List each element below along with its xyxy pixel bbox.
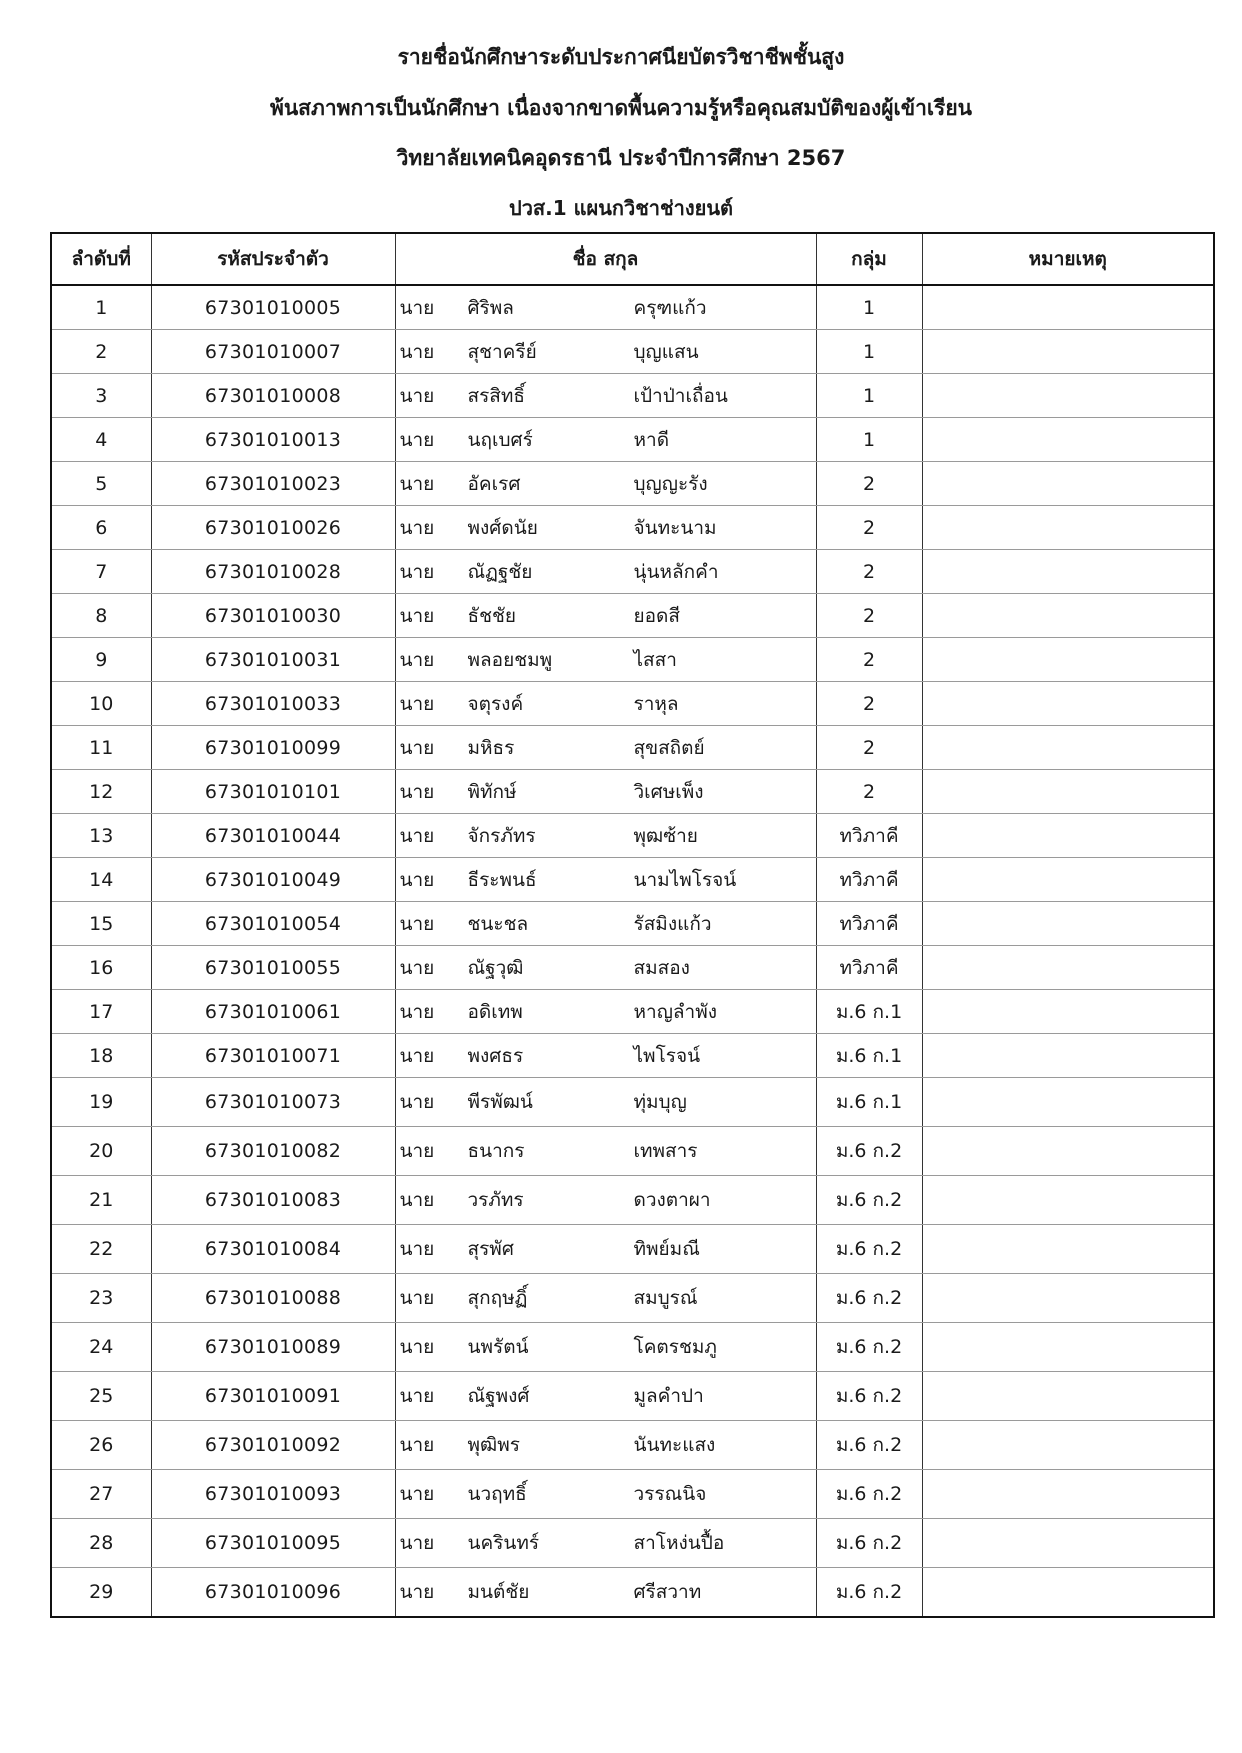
row-group: ม.6 ก.2	[816, 1470, 922, 1519]
row-prefix: นาย	[399, 1287, 435, 1309]
table-row	[51, 1176, 1214, 1225]
row-group: ม.6 ก.2	[816, 1421, 922, 1470]
column-header-group: กลุ่ม	[816, 233, 922, 285]
row-prefix: นาย	[399, 956, 435, 979]
table-row	[51, 1470, 1214, 1519]
row-first-name: ธนากร	[467, 1140, 525, 1162]
row-seq: 21	[51, 1176, 151, 1225]
row-remark	[922, 946, 1214, 990]
row-last-name: ศรีสวาท	[633, 1581, 702, 1603]
row-student-id: 67301010082	[151, 1127, 395, 1176]
row-group: ม.6 ก.2	[816, 1274, 922, 1323]
row-seq: 1	[51, 285, 151, 330]
row-first-name: พีรพัฒน์	[467, 1091, 533, 1113]
row-remark	[922, 418, 1214, 462]
table-row	[51, 1127, 1214, 1176]
row-first-name: นครินทร์	[467, 1532, 540, 1554]
row-first-name: ศิริพล	[467, 296, 514, 319]
row-last-name: ครุฑแก้ว	[633, 296, 707, 319]
row-prefix: นาย	[399, 384, 435, 407]
column-header-name: ชื่อ สกุล	[395, 233, 816, 285]
row-remark	[922, 462, 1214, 506]
student-roster-table	[50, 232, 1215, 1618]
row-prefix: นาย	[399, 1189, 435, 1211]
row-student-id: 67301010023	[151, 462, 395, 506]
table-row	[51, 1274, 1214, 1323]
row-remark	[922, 1519, 1214, 1568]
document-title-line-4: ปวส.1 แผนกวิชาช่างยนต์	[509, 196, 733, 220]
row-full-name	[395, 814, 816, 858]
row-full-name	[395, 1127, 816, 1176]
row-group: ทวิภาคี	[816, 946, 922, 990]
row-prefix: นาย	[399, 868, 435, 891]
row-full-name	[395, 374, 816, 418]
row-student-id: 67301010026	[151, 506, 395, 550]
column-header-id: รหัสประจำตัว	[151, 233, 395, 285]
table-row	[51, 1225, 1214, 1274]
row-prefix: นาย	[399, 1385, 435, 1407]
row-full-name	[395, 285, 816, 330]
table-row	[51, 990, 1214, 1034]
row-seq: 7	[51, 550, 151, 594]
row-student-id: 67301010089	[151, 1323, 395, 1372]
row-last-name: สุขสถิตย์	[633, 736, 705, 759]
row-first-name: ณัฐวุฒิ	[467, 956, 524, 979]
table-row	[51, 330, 1214, 374]
row-prefix: นาย	[399, 1140, 435, 1162]
row-seq: 10	[51, 682, 151, 726]
row-last-name: ราหุล	[633, 692, 679, 715]
document-title-line-3: วิทยาลัยเทคนิคอุดรธานี ประจำปีการศึกษา 2567	[396, 146, 846, 170]
row-prefix: นาย	[399, 824, 435, 847]
row-first-name: จตุรงค์	[467, 692, 524, 715]
row-prefix: นาย	[399, 560, 435, 583]
row-remark	[922, 814, 1214, 858]
row-student-id: 67301010044	[151, 814, 395, 858]
row-remark	[922, 902, 1214, 946]
row-remark	[922, 638, 1214, 682]
row-group: ม.6 ก.1	[816, 990, 922, 1034]
table-row	[51, 1568, 1214, 1618]
table-row	[51, 770, 1214, 814]
row-student-id: 67301010084	[151, 1225, 395, 1274]
row-first-name: ณัฏฐชัย	[467, 560, 533, 583]
table-row	[51, 506, 1214, 550]
table-row	[51, 1421, 1214, 1470]
row-seq: 16	[51, 946, 151, 990]
row-group: ทวิภาคี	[816, 814, 922, 858]
row-student-id: 67301010092	[151, 1421, 395, 1470]
row-group: ม.6 ก.1	[816, 1078, 922, 1127]
row-last-name: นันทะแสง	[633, 1434, 716, 1456]
row-full-name	[395, 858, 816, 902]
row-seq: 9	[51, 638, 151, 682]
row-last-name: ไสสา	[633, 648, 677, 671]
row-last-name: ดวงตาผา	[633, 1189, 711, 1211]
row-group: 1	[816, 330, 922, 374]
row-first-name: พลอยชมพู	[467, 648, 553, 671]
row-first-name: พิทักษ์	[467, 780, 517, 803]
row-remark	[922, 1372, 1214, 1421]
row-group: ทวิภาคี	[816, 858, 922, 902]
row-first-name: อดิเทพ	[467, 1000, 523, 1023]
row-group: 1	[816, 418, 922, 462]
row-full-name	[395, 946, 816, 990]
row-seq: 13	[51, 814, 151, 858]
row-prefix: นาย	[399, 340, 435, 363]
row-seq: 26	[51, 1421, 151, 1470]
table-row	[51, 946, 1214, 990]
row-first-name: สุรพัศ	[467, 1238, 514, 1260]
row-remark	[922, 1127, 1214, 1176]
row-seq: 29	[51, 1568, 151, 1618]
row-last-name: ทิพย์มณี	[633, 1238, 700, 1260]
row-group: ม.6 ก.2	[816, 1519, 922, 1568]
row-full-name	[395, 1034, 816, 1078]
row-first-name: อัคเรศ	[467, 472, 521, 495]
row-first-name: สุกฤษฏิ์	[467, 1287, 528, 1309]
row-last-name: หาญลำพัง	[633, 1000, 717, 1023]
table-row	[51, 285, 1214, 330]
document-title-line-2: พ้นสภาพการเป็นนักศึกษา เนื่องจากขาดพื้นความรู้หรือคุณสมบัติของผู้เข้าเรียน	[269, 96, 972, 120]
row-seq: 4	[51, 418, 151, 462]
row-full-name	[395, 1323, 816, 1372]
row-first-name: มหิธร	[467, 736, 515, 759]
row-full-name	[395, 550, 816, 594]
row-student-id: 67301010030	[151, 594, 395, 638]
row-last-name: วรรณนิจ	[633, 1483, 707, 1505]
row-student-id: 67301010099	[151, 726, 395, 770]
row-remark	[922, 1225, 1214, 1274]
row-prefix: นาย	[399, 1091, 435, 1113]
row-seq: 8	[51, 594, 151, 638]
row-prefix: นาย	[399, 736, 435, 759]
row-remark	[922, 1034, 1214, 1078]
row-seq: 14	[51, 858, 151, 902]
row-group: ม.6 ก.1	[816, 1034, 922, 1078]
table-row	[51, 374, 1214, 418]
row-student-id: 67301010005	[151, 285, 395, 330]
row-first-name: พงศธร	[467, 1044, 524, 1067]
row-seq: 23	[51, 1274, 151, 1323]
row-full-name	[395, 1519, 816, 1568]
row-last-name: ยอดสี	[633, 604, 680, 627]
row-prefix: นาย	[399, 692, 435, 715]
row-group: 2	[816, 506, 922, 550]
row-student-id: 67301010033	[151, 682, 395, 726]
row-group: 2	[816, 682, 922, 726]
row-group: ม.6 ก.2	[816, 1323, 922, 1372]
row-seq: 28	[51, 1519, 151, 1568]
row-full-name	[395, 1176, 816, 1225]
row-student-id: 67301010061	[151, 990, 395, 1034]
row-student-id: 67301010071	[151, 1034, 395, 1078]
row-group: 2	[816, 550, 922, 594]
row-last-name: รัสมิงแก้ว	[633, 912, 712, 935]
column-header-remark: หมายเหตุ	[922, 233, 1214, 285]
row-student-id: 67301010073	[151, 1078, 395, 1127]
table-row	[51, 902, 1214, 946]
row-student-id: 67301010091	[151, 1372, 395, 1421]
row-full-name	[395, 1470, 816, 1519]
row-prefix: นาย	[399, 428, 435, 451]
table-row	[51, 1519, 1214, 1568]
row-last-name: จันทะนาม	[633, 516, 717, 539]
row-group: ทวิภาคี	[816, 902, 922, 946]
row-seq: 6	[51, 506, 151, 550]
row-remark	[922, 726, 1214, 770]
row-remark	[922, 990, 1214, 1034]
row-group: 2	[816, 726, 922, 770]
row-prefix: นาย	[399, 1000, 435, 1023]
row-prefix: นาย	[399, 296, 435, 319]
row-remark	[922, 506, 1214, 550]
row-prefix: นาย	[399, 1044, 435, 1067]
row-prefix: นาย	[399, 780, 435, 803]
row-full-name	[395, 902, 816, 946]
row-last-name: วิเศษเพ็ง	[633, 780, 704, 803]
row-student-id: 67301010013	[151, 418, 395, 462]
table-row	[51, 462, 1214, 506]
row-remark	[922, 1421, 1214, 1470]
row-remark	[922, 374, 1214, 418]
row-full-name	[395, 418, 816, 462]
row-remark	[922, 285, 1214, 330]
row-prefix: นาย	[399, 516, 435, 539]
row-first-name: ชนะชล	[467, 912, 529, 935]
row-full-name	[395, 1225, 816, 1274]
row-first-name: นฤเบศร์	[467, 428, 533, 451]
row-group: ม.6 ก.2	[816, 1127, 922, 1176]
row-last-name: โคตรชมภู	[633, 1336, 717, 1358]
row-full-name	[395, 1078, 816, 1127]
row-last-name: นามไพโรจน์	[633, 868, 737, 891]
row-last-name: มูลคำปา	[633, 1385, 704, 1407]
row-remark	[922, 1568, 1214, 1618]
row-prefix: นาย	[399, 472, 435, 495]
row-seq: 2	[51, 330, 151, 374]
row-seq: 15	[51, 902, 151, 946]
table-row	[51, 726, 1214, 770]
row-remark	[922, 1323, 1214, 1372]
row-seq: 22	[51, 1225, 151, 1274]
row-first-name: วรภัทร	[467, 1189, 524, 1211]
column-header-seq: ลำดับที่	[51, 233, 151, 285]
row-full-name	[395, 462, 816, 506]
row-remark	[922, 330, 1214, 374]
row-prefix: นาย	[399, 912, 435, 935]
row-full-name	[395, 1274, 816, 1323]
row-remark	[922, 770, 1214, 814]
row-group: ม.6 ก.2	[816, 1568, 922, 1618]
row-seq: 27	[51, 1470, 151, 1519]
row-last-name: นุ่นหลักคำ	[633, 560, 719, 583]
row-first-name: ธัชชัย	[467, 604, 517, 627]
row-group: 1	[816, 285, 922, 330]
row-prefix: นาย	[399, 604, 435, 627]
row-seq: 24	[51, 1323, 151, 1372]
table-row	[51, 814, 1214, 858]
row-full-name	[395, 770, 816, 814]
row-full-name	[395, 1421, 816, 1470]
row-first-name: จักรภัทร	[467, 824, 536, 847]
row-group: 2	[816, 462, 922, 506]
table-row	[51, 550, 1214, 594]
row-full-name	[395, 1372, 816, 1421]
row-group: 2	[816, 638, 922, 682]
table-header-row	[51, 233, 1214, 285]
row-first-name: พุฒิพร	[467, 1434, 520, 1456]
table-row	[51, 594, 1214, 638]
table-row	[51, 1323, 1214, 1372]
row-student-id: 67301010031	[151, 638, 395, 682]
row-last-name: เป้าป่าเถื่อน	[633, 384, 728, 407]
table-row	[51, 1372, 1214, 1421]
row-student-id: 67301010101	[151, 770, 395, 814]
row-full-name	[395, 506, 816, 550]
row-student-id: 67301010007	[151, 330, 395, 374]
row-prefix: นาย	[399, 1483, 435, 1505]
row-remark	[922, 682, 1214, 726]
row-first-name: สุชาครีย์	[467, 340, 537, 363]
row-remark	[922, 1274, 1214, 1323]
row-full-name	[395, 330, 816, 374]
row-student-id: 67301010095	[151, 1519, 395, 1568]
row-seq: 25	[51, 1372, 151, 1421]
row-prefix: นาย	[399, 1238, 435, 1260]
table-row	[51, 638, 1214, 682]
row-first-name: สรสิทธิ์	[467, 384, 526, 407]
row-group: ม.6 ก.2	[816, 1176, 922, 1225]
table-row	[51, 1078, 1214, 1127]
row-group: ม.6 ก.2	[816, 1372, 922, 1421]
row-student-id: 67301010083	[151, 1176, 395, 1225]
row-seq: 12	[51, 770, 151, 814]
row-prefix: นาย	[399, 1581, 435, 1603]
row-group: 2	[816, 594, 922, 638]
row-student-id: 67301010008	[151, 374, 395, 418]
row-first-name: พงศ์ดนัย	[467, 516, 538, 539]
row-first-name: นวฤทธิ์	[467, 1483, 527, 1505]
row-first-name: มนต์ชัย	[467, 1581, 530, 1603]
row-seq: 5	[51, 462, 151, 506]
row-last-name: สมบูรณ์	[633, 1287, 698, 1309]
row-prefix: นาย	[399, 1532, 435, 1554]
table-row	[51, 1034, 1214, 1078]
row-first-name: ณัฐพงศ์	[467, 1385, 530, 1407]
row-seq: 17	[51, 990, 151, 1034]
row-seq: 20	[51, 1127, 151, 1176]
row-prefix: นาย	[399, 648, 435, 671]
row-group: 2	[816, 770, 922, 814]
row-full-name	[395, 638, 816, 682]
row-remark	[922, 594, 1214, 638]
row-remark	[922, 1470, 1214, 1519]
row-student-id: 67301010054	[151, 902, 395, 946]
row-remark	[922, 1078, 1214, 1127]
row-student-id: 67301010028	[151, 550, 395, 594]
row-first-name: นพรัตน์	[467, 1336, 529, 1358]
table-row	[51, 418, 1214, 462]
row-full-name	[395, 682, 816, 726]
row-remark	[922, 550, 1214, 594]
row-remark	[922, 858, 1214, 902]
row-student-id: 67301010055	[151, 946, 395, 990]
table-row	[51, 858, 1214, 902]
row-student-id: 67301010049	[151, 858, 395, 902]
row-group: 1	[816, 374, 922, 418]
row-full-name	[395, 594, 816, 638]
row-prefix: นาย	[399, 1336, 435, 1358]
row-seq: 11	[51, 726, 151, 770]
row-last-name: บุญแสน	[633, 340, 699, 363]
row-first-name: ธีระพนธ์	[467, 868, 537, 891]
row-full-name	[395, 990, 816, 1034]
row-seq: 19	[51, 1078, 151, 1127]
row-seq: 18	[51, 1034, 151, 1078]
row-student-id: 67301010093	[151, 1470, 395, 1519]
row-student-id: 67301010088	[151, 1274, 395, 1323]
row-seq: 3	[51, 374, 151, 418]
document-title-line-1: รายชื่อนักศึกษาระดับประกาศนียบัตรวิชาชีพชั้นสูง	[397, 45, 845, 69]
row-group: ม.6 ก.2	[816, 1225, 922, 1274]
row-last-name: สาโหง่นปื้อ	[633, 1532, 725, 1554]
table-row	[51, 682, 1214, 726]
row-remark	[922, 1176, 1214, 1225]
row-prefix: นาย	[399, 1434, 435, 1456]
row-last-name: เทพสาร	[633, 1140, 698, 1162]
row-last-name: สมสอง	[633, 956, 690, 979]
row-full-name	[395, 1568, 816, 1618]
row-student-id: 67301010096	[151, 1568, 395, 1618]
row-last-name: บุญญะรัง	[633, 472, 708, 495]
row-last-name: ทุ่มบุญ	[633, 1091, 687, 1113]
row-last-name: หาดี	[633, 428, 670, 451]
row-last-name: พุฒซ้าย	[633, 824, 698, 847]
row-last-name: ไพโรจน์	[633, 1044, 701, 1067]
row-full-name	[395, 726, 816, 770]
